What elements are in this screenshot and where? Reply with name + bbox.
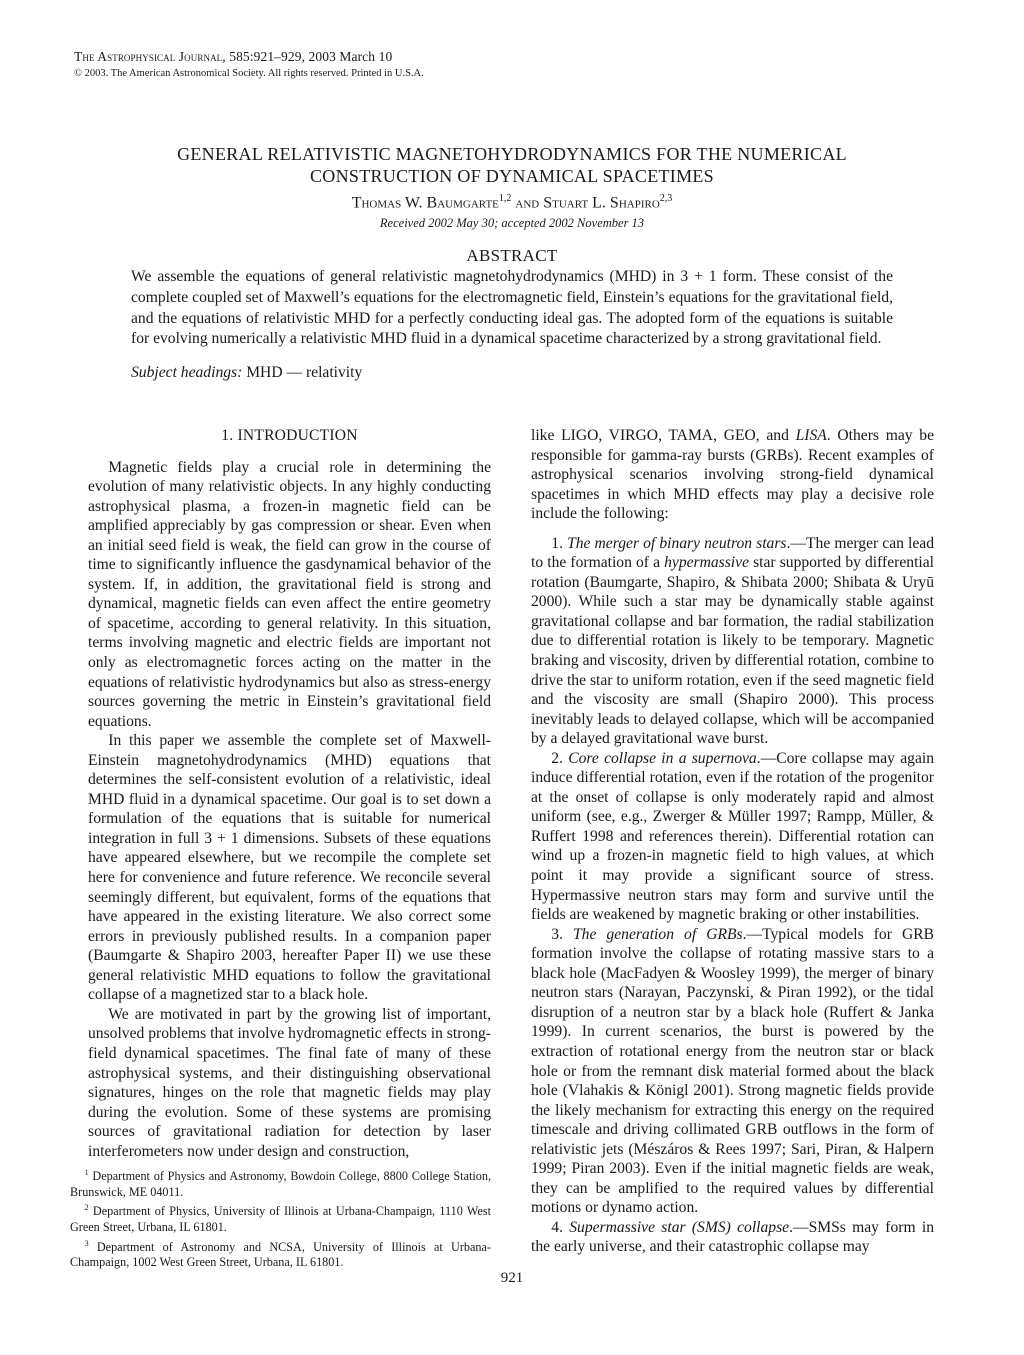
author-baumgarte: Thomas W. Baumgarte [351,194,499,212]
text-run: .—Core collapse may again induce differential rotation, even if the rotation of the progenitor at the onset of collapse is only moderately rapid and almost uniform (see, e.g., Zwerger & Müller 1997; Rampp, Müller, & Ruffert 1998 and references therein). Differential rotation can wind up a frozen-in magnetic field to high values, at which point it may provide a significant source of stress. Hypermassive neutron stars may form and survive until the fields are weakened by magnetic braking or other instabilities. [531,749,934,924]
footnote-marker: 2 [84,1203,89,1213]
footnote-text: Department of Physics, University of Illinois at Urbana-Champaign, 1110 West Green Street, Urbana, IL 61801. [70,1204,491,1234]
list-number: 3. [551,925,573,943]
journal-volume-info: , 585:921–929, 2003 March 10 [222,49,393,64]
author-shapiro: Stuart L. Shapiro [543,194,660,212]
intro-paragraph-2: In this paper we assemble the complete set of Maxwell-Einstein magnetohydrodynamics (MHD) equations that determines the self-consistent evolution of a relativistic, ideal MHD fluid in a dynamical spacetime. Our goal is to set down a formulation of the equations that is suitable for numerical integration in full 3 + 1 dimensions. Subsets of these equations have appeared elsewhere, but we recompile the complete set here for convenience and future reference. We reconcile several seemingly different, but equivalent, forms of the equations that have appeared in the existing literature. We also correct some errors in previously published results. In a companion paper (Baumgarte & Shapiro 2003, hereafter Paper II) we use these general relativistic MHD equations to follow the gravitational collapse of a magnetized star to a black hole. [88,732,491,1004]
author-conjunction: and [511,194,544,212]
text-run: .—SMSs may form in the early universe, and their catastrophic collapse may [531,1218,934,1256]
received-dates: Received 2002 May 30; accepted 2002 November 13 [379,216,645,230]
footnote-2 [70,1200,491,1235]
footnote-3 [70,1236,491,1271]
footnote-text: Department of Astronomy and NCSA, University of Illinois at Urbana-Champaign, 1002 West Green Street, Urbana, IL 61801. [70,1239,491,1270]
author-affiliation-marker: 1,2 [498,193,512,204]
text-run: . Others may be responsible for gamma-ray bursts (GRBs). Recent examples of astrophysical scenarios involving strong-field dynamical spacetimes in which MHD effects may play a decisive role include the following: [531,427,935,523]
journal-citation [74,49,392,65]
list-item-grb-generation [531,925,934,1218]
abstract-text: We assemble the equations of general relativistic magnetohydrodynamics (MHD) in 3 + 1 form. These consist of the complete coupled set of Maxwell’s equations for the electromagnetic field, Einstein’s equations for the gravitational field, and the equations of relativistic MHD for a perfectly conducting ideal gas. The adopted form of the equations is suitable for evolving numerically a relativistic MHD fluid in a dynamical spacetime characterized by a strong gravitational field. [131,268,893,348]
subject-headings [131,364,362,382]
footnotes [70,1165,491,1271]
footnote-text: Department of Physics and Astronomy, Bowdoin College, 8800 College Station, Brunswick, ME 04011. [70,1169,491,1199]
page-number: 921 [500,1270,524,1286]
list-number: 1. [551,534,568,552]
text-run: .—The merger can lead to the formation of a [531,534,935,572]
list-item-title: Core collapse in a supernova [568,749,757,767]
left-column [88,426,491,1161]
author-affiliation-marker: 2,3 [659,193,673,204]
list-item-title: The merger of binary neutron stars [567,534,787,552]
intro-paragraph-1: Magnetic fields play a crucial role in determining the evolution of many relativistic objects. In any highly conducting astrophysical plasma, a frozen-in magnetic field can be amplified appreciably by gas compression or shear. Even when an initial seed field is weak, the field can grow in the course of time to significantly influence the gasdynamical behavior of the system. If, in addition, the gravitational field is strong and dynamical, magnetic fields can even affect the entire geometry of spacetime, according to general relativity. In this situation, terms involving magnetic and electric fields are important not only as electromagnetic forces acting on the matter in the equations of relativistic hydrodynamics but also as stress-energy sources governing the metric in Einstein’s gravitational field equations. [88,458,491,730]
list-item-neutron-star-merger [531,534,934,749]
right-column [531,426,934,1257]
title-line-2: CONSTRUCTION OF DYNAMICAL SPACETIMES [309,166,714,186]
list-item-core-collapse [531,749,934,925]
list-number: 2. [551,749,569,767]
journal-name: The Astrophysical Journal [74,49,223,64]
copyright-line: © 2003. The American Astronomical Society. All rights reserved. Printed in U.S.A. [74,68,424,79]
list-number: 4. [551,1218,570,1236]
list-item-title: The generation of GRBs [573,925,743,943]
subject-headings-value: MHD — relativity [242,364,363,381]
footnote-marker: 3 [84,1238,89,1248]
italic-run: hypermassive [664,554,749,572]
footnote-1 [70,1165,491,1200]
italic-run: LISA [795,427,827,444]
intro-paragraph-3: We are motivated in part by the growing list of important, unsolved problems that involve hydromagnetic effects in strong-field dynamical spacetimes. The final fate of many of these astrophysical systems, and their distinguishing observational signatures, hinges on the role that magnetic fields may play during the evolution. Some of these systems are promising sources of gravitational radiation for detection by laser interferometers now under design and construction, [88,1005,491,1160]
abstract-heading: ABSTRACT [466,246,558,265]
subject-headings-label: Subject headings: [131,364,243,381]
author-list [100,193,924,212]
intro-continuation [531,426,934,524]
section-heading-introduction: 1. INTRODUCTION [221,427,358,444]
text-run: star supported by differential rotation (Baumgarte, Shapiro, & Shibata 2000; Shibata & Uryū 2000). While such a star may be dynamically stable against gravitational collapse and bar formation, the radial stabilization due to differential rotation is likely to be temporary. Magnetic braking and viscosity, driven by differential rotation, combine to drive the star to uniform rotation, even if the seed magnetic field and the viscosity are small (Shapiro 2000). This process inevitably leads to delayed collapse, which will be accompanied by a delayed gravitational wave burst. [531,554,934,748]
list-item-title: Supermassive star (SMS) collapse [569,1218,790,1236]
text-run: .—Typical models for GRB formation involve the collapse of rotating massive stars to a black hole (MacFadyen & Woosley 1999), the merger of binary neutron stars (Narayan, Paczynski, & Piran 1992), or the tidal disruption of a neutron star by a black hole (Ruffert & Janka 1999). In current scenarios, the burst is powered by the extraction of rotational energy from the neutron star or black hole or from the remnant disk material formed about the black hole (Vlahakis & Königl 2001). Strong magnetic fields provide the likely mechanism for extracting this energy on the required timescale and driving collimated GRB outflows in the form of relativistic jets (Mészáros & Rees 1997; Sari, Piran, & Halpern 1999; Piran 2003). Even if the initial magnetic fields are weak, they can be amplified to the required values by differential motions or dynamo action. [531,925,935,1217]
footnote-marker: 1 [84,1168,89,1177]
list-item-sms-collapse [531,1218,934,1257]
text-run: like LIGO, VIRGO, TAMA, GEO, and [531,427,796,444]
title-line-1: GENERAL RELATIVISTIC MAGNETOHYDRODYNAMICS FOR THE NUMERICAL [177,144,847,164]
paper-title [100,143,924,187]
